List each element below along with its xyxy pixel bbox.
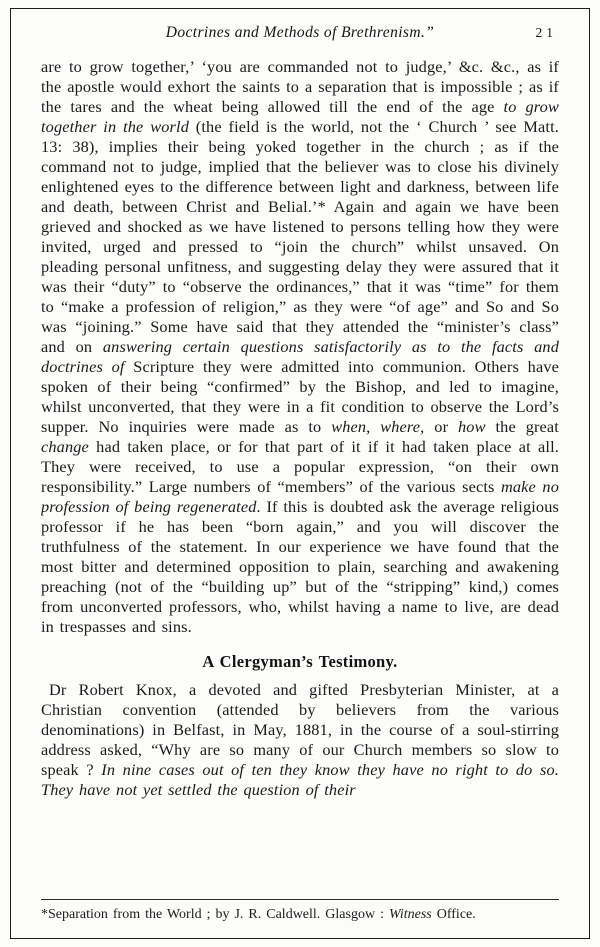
footnote-text: *Separation from the World ; by J. R. Caldwell. Glasgow : Witness Office. <box>41 906 476 922</box>
running-header <box>41 24 559 42</box>
paragraph-brethrenism: are to grow together,’ ‘you are commanded not to judge,’ &c. &c., as if the apostle would exhort the saints to a separation that is impossible ; as if the tares and the wheat being allowed till the end of the age to grow together in the world (the field is the world, not the ‘ Church ’ see Matt. 13: 38), implies their being yoked together in the church ; as if the command not to judge, implied that the believer was to close his divinely enlightened eyes to the difference between light and darkness, between life and death, between Christ and Belial.’* Again and again we have been grieved and shocked as we have listened to persons telling how they were invited, urged and pressed to “join the church” whilst unsaved. On pleading personal unfitness, and suggesting delay they were assured that it was their “duty” to “observe the ordinances,” that it was “time” for them to “make a profession of religion,” as they were “of age” and So and So was “joining.” Some have said that they attended the “minister’s class” and on answering certain questions satisfactorily as to the facts and doctrines of Scripture they were admitted into communion. Others have spoken of their being “confirmed” by the Bishop, and led to imagine, whilst unconverted, that they were in a fit condition to observe the Lord’s supper. No inquiries were made as to when, where, or how the great change had taken place, or for that part of it if it had taken place at all. They were received, to use a popular expression, “on their own responsibility.” Large numbers of “members” of the various sects make no profession of being regenerated. If this is doubted ask the average religious professor if he has been “born again,” and you will discover the truthfulness of the statement. In our experience we have found that the most bitter and determined opposition to plain, searching and awakening preaching (not of the “building up” but of the “stripping” kind,) comes from unconverted professors, who, whilst having a name to live, are dead in trespasses and sins. <box>41 57 559 636</box>
running-title: Doctrines and Methods of Brethrenism.” <box>165 24 435 41</box>
paragraph-testimony: Dr Robert Knox, a devoted and gifted Presbyterian Minister, at a Christian convention (attended by believers from the various denominations) in Belfast, in May, 1881, in the course of a soul-stirring address asked, “Why are so many of our Church members so slow to speak ? In nine cases out of ten they know they have no right to do so. They have not yet settled the question of their <box>41 680 559 799</box>
page-body <box>41 57 559 800</box>
page-border-frame <box>10 8 590 939</box>
footnote <box>41 899 559 925</box>
page-number: 21 <box>535 25 557 40</box>
section-heading: A Clergyman’s Testimony. <box>202 652 398 671</box>
